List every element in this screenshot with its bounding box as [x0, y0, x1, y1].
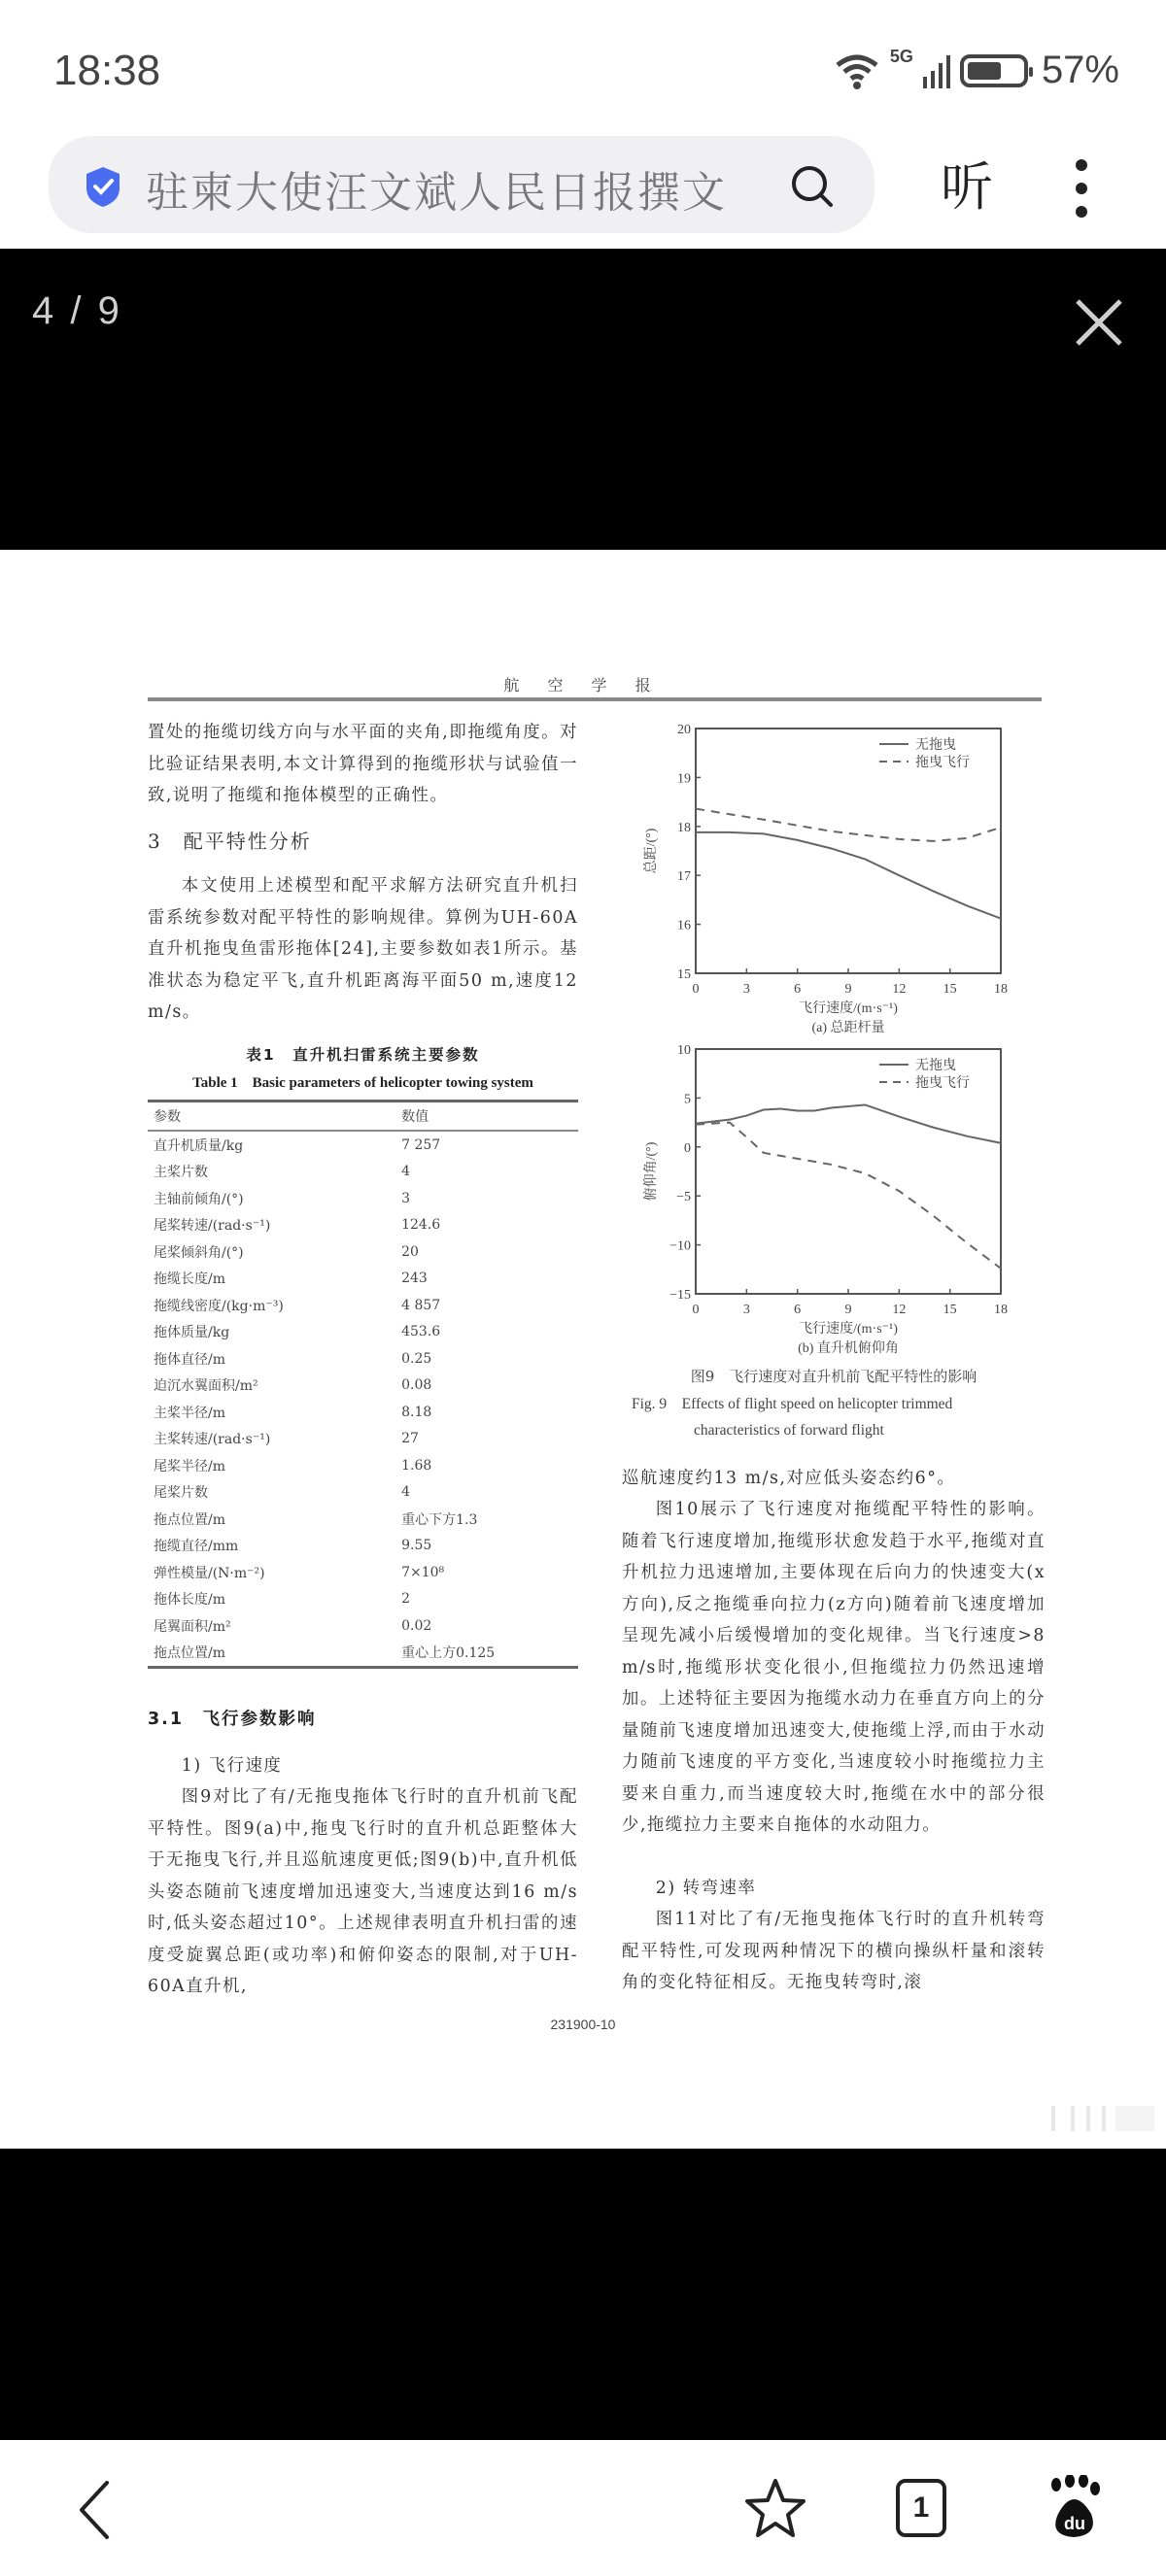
param-name: 主桨半径/m	[154, 1405, 225, 1421]
table-row	[148, 1506, 578, 1533]
bookmark-star-icon[interactable]	[743, 2477, 807, 2541]
image-viewer-header	[0, 249, 1166, 550]
table-row	[148, 1319, 578, 1346]
param-value: 27	[401, 1431, 419, 1447]
network-type: 5G	[889, 47, 913, 66]
param-name: 直升机质量/kg	[154, 1137, 244, 1154]
table-row	[148, 1131, 578, 1159]
table-row	[148, 1159, 578, 1186]
address-bar[interactable]	[49, 136, 874, 233]
param-name: 主轴前倾角/(°)	[154, 1191, 244, 1207]
param-value: 2	[401, 1591, 411, 1608]
param-name: 拖体长度/m	[154, 1592, 225, 1609]
series-line	[696, 1104, 1001, 1142]
series-line	[696, 809, 1001, 841]
param-value: 重心上方0.125	[382, 1640, 578, 1668]
param-name: 主桨转速/(rad·s⁻¹)	[154, 1432, 271, 1448]
param-value: 1.68	[401, 1457, 432, 1474]
status-time: 18:38	[53, 47, 161, 94]
y-tick-label: 15	[677, 967, 691, 982]
param-value: 3	[401, 1190, 411, 1206]
figure-9-caption-cn: 图9 飞行速度对直升机前飞配平特性的影响	[690, 1368, 977, 1385]
param-name: 尾桨转速/(rad·s⁻¹)	[154, 1218, 271, 1235]
param-value: 7×10⁸	[401, 1564, 445, 1580]
param-name: 弹性模量/(N·m⁻²)	[154, 1565, 265, 1581]
x-tick-label: 12	[892, 982, 907, 997]
y-tick-label: −10	[669, 1238, 691, 1254]
table-caption-cn: 表1 直升机扫雷系统主要参数	[246, 1046, 480, 1064]
battery-icon	[960, 54, 1028, 87]
table-row	[148, 1185, 578, 1212]
close-icon[interactable]	[1072, 295, 1126, 350]
param-name: 拖缆线密度/(kg·m⁻³)	[154, 1298, 284, 1314]
series-line	[696, 832, 1001, 919]
table-header-param: 参数	[148, 1102, 382, 1132]
legend-label: 拖曳飞行	[915, 756, 970, 770]
page-counter: 4 / 9	[32, 289, 122, 332]
param-value: 243	[401, 1271, 428, 1287]
param-value: 9.55	[401, 1538, 432, 1554]
right-para-2: 图10展示了飞行速度对拖缆配平特性的影响。随着飞行速度增加,拖缆形状愈发趋于水平,拖缆对直升机拉力迅速增加,主要体现在后向力的快速变大(x方向),反之拖缆垂向拉力(z方向)随着前飞速度增加呈现先减小后缓慢增加的变化规律。当飞行速度>8 m/s时,拖缆形状变化很小,但拖缆拉力仍然迅速增加。上述特征主要因为拖缆水动力在垂直方向上的分量随前飞速度增加迅速变大,使拖缆上浮,而由于水动力随前飞速度的平方变化,当速度较小时拖缆拉力主要来自重力,而当速度较大时,拖缆在水中的部分很少,拖缆拉力主要来自拖体的水动阻力。	[622, 1500, 1046, 1835]
chart-subtitle: (b) 直升机俯仰角	[798, 1341, 899, 1356]
table-row	[148, 1345, 578, 1373]
x-tick-label: 3	[742, 982, 750, 997]
series-line	[696, 1123, 1001, 1269]
x-tick-label: 6	[794, 1303, 802, 1317]
listen-button[interactable]: 听	[941, 156, 993, 218]
tabs-button[interactable]	[896, 2479, 946, 2537]
x-tick-label: 9	[844, 1303, 852, 1317]
left-para-3: 图9对比了有/无拖曳拖体飞行时的直升机前飞配平特性。图9(a)中,拖曳飞行时的直升机总距整体大于无拖曳飞行,并且巡航速度更低;图9(b)中,直升机低头姿态随前飞速度增加迅速变大,当速度达到16 m/s时,低头姿态超过10°。上述规律表明直升机扫雷的速度受旋翼总距(或功率)和俯仰姿态的限制,对于UH-60A直升机,	[148, 1787, 578, 1996]
signal-icon	[923, 53, 950, 88]
x-tick-label: 15	[943, 1303, 957, 1317]
x-tick-label: 18	[994, 982, 1008, 997]
y-tick-label: −15	[669, 1288, 691, 1303]
svg-text:du: du	[1064, 2514, 1085, 2533]
parameters-table	[148, 1100, 578, 1669]
y-axis-label: 总距/(°)	[644, 828, 659, 874]
figure-9-caption-en-2: characteristics of forward flight	[694, 1422, 884, 1439]
battery-percent: 57%	[1041, 49, 1119, 91]
x-tick-label: 15	[943, 982, 957, 997]
tabs-count: 1	[912, 2491, 930, 2524]
table-1-caption-en	[148, 1071, 578, 1092]
param-value: 4 857	[401, 1297, 441, 1313]
chart-collective-pitch	[622, 715, 1049, 1035]
y-tick-label: 17	[677, 869, 691, 885]
table-row	[148, 1426, 578, 1453]
param-value: 0.08	[401, 1377, 432, 1394]
paper-page[interactable]	[0, 550, 1166, 2149]
y-axis-label: 俯仰角/(°)	[644, 1141, 659, 1202]
y-tick-label: 16	[677, 918, 691, 933]
scroll-indicator[interactable]	[1051, 2104, 1158, 2133]
table-row	[148, 1292, 578, 1319]
x-tick-label: 0	[692, 1303, 700, 1317]
param-name: 迫沉水翼面积/m²	[154, 1378, 258, 1395]
section-3-title: 3 配平特性分析	[148, 830, 312, 853]
page-number: 231900-10	[550, 2017, 616, 2032]
param-name: 主桨片数	[154, 1165, 208, 1181]
search-icon[interactable]	[789, 163, 836, 210]
section-3-1-title: 3.1 飞行参数影响	[148, 1710, 317, 1729]
x-tick-label: 6	[794, 982, 802, 997]
table-row	[148, 1452, 578, 1479]
param-name: 尾翼面积/m²	[154, 1618, 231, 1635]
y-tick-label: 19	[677, 771, 691, 787]
table-row	[148, 1612, 578, 1640]
legend-label: 无拖曳	[915, 738, 956, 753]
left-para-2: 本文使用上述模型和配平求解方法研究直升机扫雷系统参数对配平特性的影响规律。算例为UH-60A直升机拖曳鱼雷形拖体[24],主要参数如表1所示。基准状态为稳定平飞,直升机距离海平面50 m,速度12 m/s。	[148, 876, 578, 1022]
param-value: 0.25	[401, 1350, 432, 1367]
image-viewer-footer	[0, 2149, 1166, 2440]
security-shield-icon	[84, 165, 122, 208]
chart-subtitle: (a) 总距杆量	[811, 1021, 885, 1035]
param-value: 8.18	[401, 1404, 432, 1420]
legend-label: 无拖曳	[915, 1059, 956, 1073]
table-row	[148, 1266, 578, 1293]
table-row	[148, 1238, 578, 1266]
x-axis-label: 飞行速度/(m·s⁻¹)	[799, 1322, 898, 1337]
table-row	[148, 1586, 578, 1613]
figure-9-caption-en-1: Fig. 9 Effects of flight speed on helicopter trimmed	[632, 1396, 953, 1412]
y-tick-label: 18	[677, 820, 691, 835]
param-value: 20	[401, 1243, 419, 1260]
param-value: 124.6	[401, 1217, 441, 1234]
param-value: 0.02	[401, 1617, 432, 1634]
y-tick-label: 5	[684, 1092, 691, 1107]
baidu-paw-icon[interactable]	[1045, 2475, 1103, 2541]
param-name: 尾桨片数	[154, 1485, 208, 1502]
param-value: 453.6	[401, 1324, 441, 1340]
item-2-title: 2) 转弯速率	[655, 1879, 757, 1898]
param-name: 拖体直径/m	[154, 1351, 225, 1368]
param-value: 4	[401, 1164, 411, 1180]
param-name: 拖缆长度/m	[154, 1271, 225, 1288]
x-tick-label: 9	[844, 982, 852, 997]
y-tick-label: 10	[677, 1043, 691, 1058]
table-caption-en: Table 1 Basic parameters of helicopter towing system	[192, 1075, 533, 1091]
table-row	[148, 1533, 578, 1560]
y-tick-label: 20	[677, 723, 691, 737]
x-axis-label: 飞行速度/(m·s⁻¹)	[799, 1001, 898, 1016]
table-row	[148, 1479, 578, 1507]
table-row	[148, 1640, 578, 1668]
param-name: 拖点位置/m	[148, 1640, 382, 1668]
table-row	[148, 1212, 578, 1239]
item-1-title: 1) 飞行速度	[181, 1756, 283, 1776]
address-text[interactable]: 驻柬大使汪文斌人民日报撰文	[146, 168, 727, 218]
legend-label: 拖曳飞行	[915, 1076, 970, 1091]
param-value: 重心下方1.3	[401, 1511, 478, 1528]
table-header-value: 数值	[382, 1102, 578, 1132]
back-icon[interactable]	[76, 2479, 115, 2541]
x-tick-label: 18	[994, 1303, 1008, 1317]
right-para-1: 巡航速度约13 m/s,对应低头姿态约6°。	[622, 1469, 956, 1488]
param-value: 7 257	[401, 1136, 441, 1153]
left-para-1: 置处的拖缆切线方向与水平面的夹角,即拖缆角度。对比验证结果表明,本文计算得到的拖缆形状与试验值一致,说明了拖缆和拖体模型的正确性。	[148, 723, 578, 805]
journal-header: 航 空 学 报	[503, 676, 663, 695]
param-name: 拖缆直径/mm	[154, 1539, 239, 1555]
param-name: 拖体质量/kg	[154, 1325, 230, 1341]
param-name: 尾桨倾斜角/(°)	[154, 1244, 244, 1261]
table-row	[148, 1373, 578, 1400]
param-value: 4	[401, 1484, 411, 1501]
x-tick-label: 0	[692, 982, 700, 997]
x-tick-label: 12	[892, 1303, 907, 1317]
y-tick-label: 0	[684, 1140, 691, 1156]
bottom-nav-bar	[0, 2440, 1166, 2576]
table-row	[148, 1559, 578, 1586]
more-menu-icon[interactable]	[1072, 155, 1091, 223]
table-1-caption-cn	[148, 1043, 578, 1065]
table-row	[148, 1399, 578, 1426]
wifi-icon	[834, 51, 880, 90]
header-rule	[148, 697, 1042, 701]
status-icons	[834, 49, 1119, 92]
right-para-3: 图11对比了有/无拖曳拖体飞行时的直升机转弯配平特性,可发现两种情况下的横向操纵杆量和滚转角的变化特征相反。无拖曳转弯时,滚	[622, 1910, 1046, 1992]
param-name: 尾桨半径/m	[154, 1458, 225, 1474]
table-1	[148, 1100, 578, 1669]
y-tick-label: −5	[676, 1190, 691, 1205]
param-name: 拖点位置/m	[154, 1511, 225, 1528]
x-tick-label: 3	[742, 1303, 750, 1317]
chart-pitch-angle	[622, 1035, 1049, 1356]
